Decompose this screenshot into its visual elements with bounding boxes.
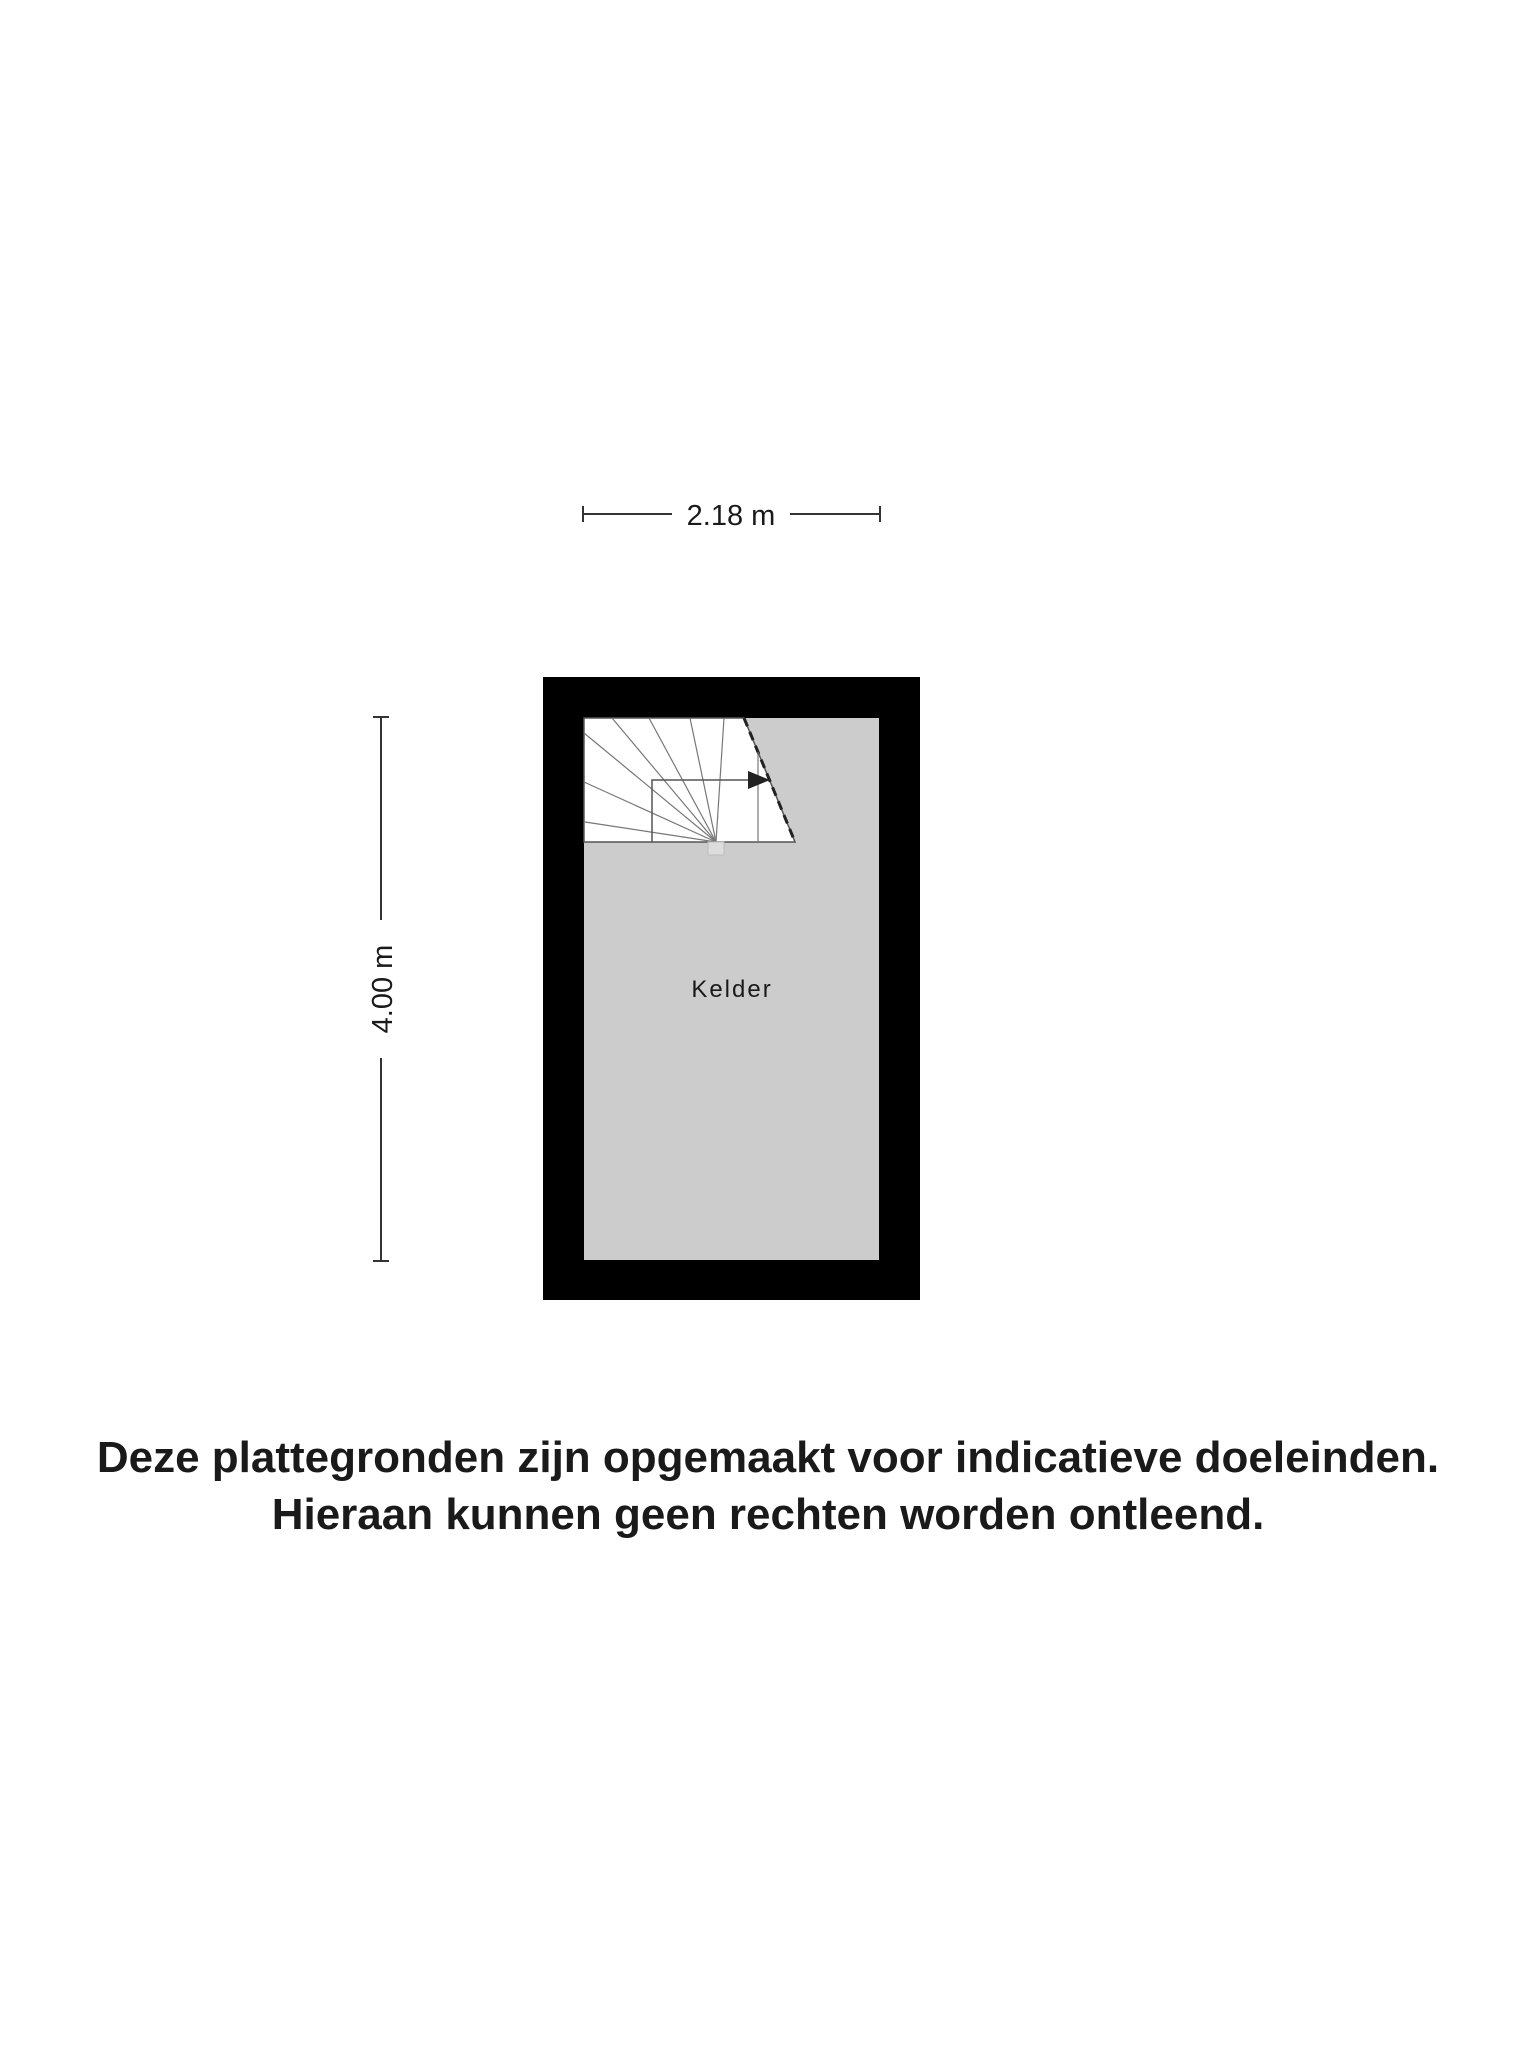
height-dimension — [367, 717, 399, 1261]
disclaimer-line-2: Hieraan kunnen geen rechten worden ontleend. — [271, 1490, 1265, 1539]
room-label: Kelder — [691, 976, 773, 1003]
width-dimension-label: 2.18 m — [686, 500, 776, 532]
disclaimer-line-1: Deze plattegronden zijn opgemaakt voor indicatieve doeleinden. — [96, 1433, 1440, 1482]
stair-newel-post — [708, 842, 724, 855]
height-dimension-label: 4.00 m — [367, 944, 399, 1034]
width-dimension — [583, 500, 880, 532]
